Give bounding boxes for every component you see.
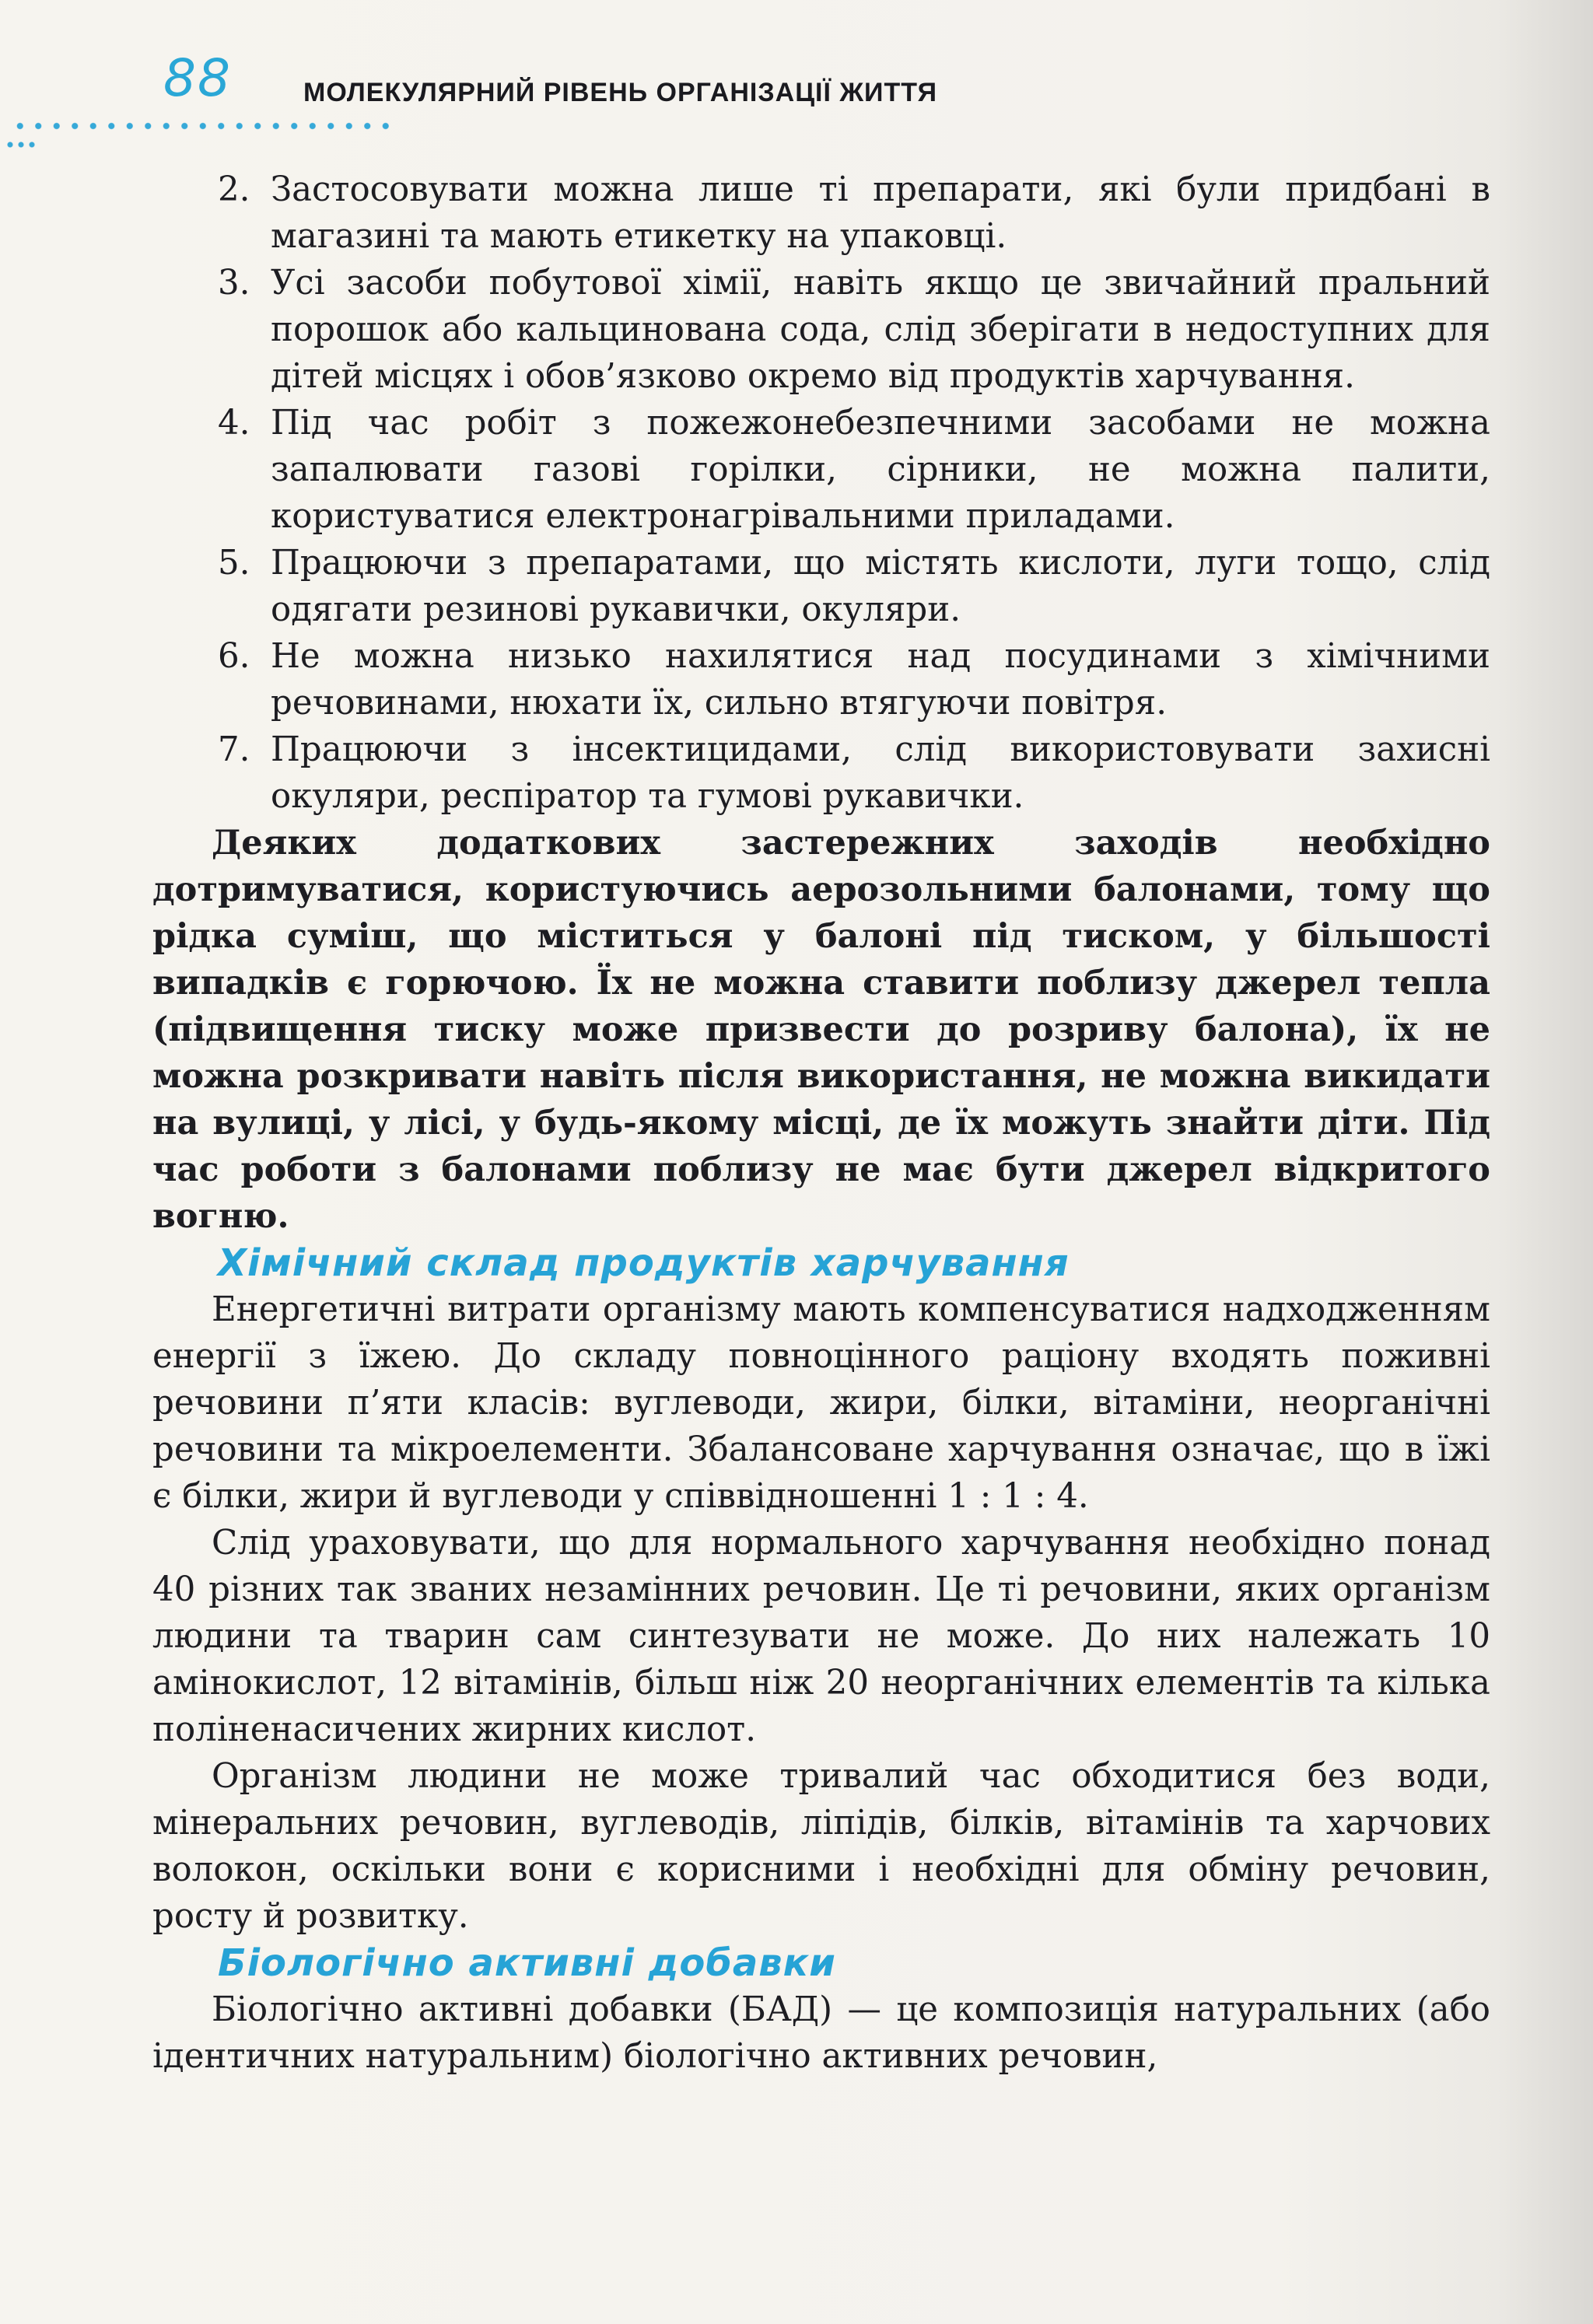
list-item-text: Під час робіт з пожежонебезпечними засобами не можна запалювати газові горілки, сірники, не можна палити, користуватися електронагрівальними приладами. <box>271 404 1490 536</box>
aerosol-paragraph: Деяких додаткових застережних заходів необхідно дотримуватися, користуючись аерозольними балонами, тому що рідка суміш, що міститься у балоні під тиском, у більшості випадків є горючою. Їх не можна ставити поблизу джерел тепла (підвищення тиску може призвести до розриву балона), їх не можна розкривати навіть після використання, не можна викидати на вулиці, у лісі, у будь-якому місці, де їх можуть знайти діти. Під час роботи з балонами поблизу не має бути джерел відкритого вогню. <box>152 824 1490 1236</box>
page-number: 88 <box>163 48 232 108</box>
list-item <box>152 166 1490 260</box>
list-item-number: 4. <box>218 404 250 443</box>
list-item <box>152 400 1490 540</box>
page-content <box>152 166 1490 2080</box>
list-item-number: 6. <box>218 637 250 676</box>
list-item-number: 2. <box>218 170 250 209</box>
list-item-text: Застосовувати можна лише ті препарати, які були придбані в магазині та мають етикетку на упаковці. <box>271 170 1490 256</box>
safety-rules-list <box>152 166 1490 820</box>
list-item-text: Усі засоби побутової хімії, навіть якщо це звичайний пральний порошок або кальцинована сода, слід зберігати в недоступних для дітей місцях і обов’язково окремо від продуктів харчування. <box>271 264 1490 396</box>
list-item-text: Працюючи з препаратами, що містять кислоти, луги тощо, слід одягати резинові рукавички, окуляри. <box>271 544 1490 629</box>
paragraph: Енергетичні витрати організму мають компенсуватися надходженням енергії з їжею. До складу повноцінного раціону входять поживні речовини п’яти класів: вуглеводи, жири, білки, вітаміни, неорганічні речовини та мікроелементи. Збалансоване харчування означає, що в їжі є білки, жири й вуглеводи у співвідношенні 1 : 1 : 4. <box>152 1290 1490 1516</box>
paragraph: Організм людини не може тривалий час обходитися без води, мінеральних речовин, вуглеводів, ліпідів, білків, вітамінів та харчових волокон, оскільки вони є корисними і необхідні для обміну речовин, росту й розвитку. <box>152 1757 1490 1936</box>
list-item <box>152 260 1490 400</box>
list-item-text: Не можна низько нахилятися над посудинами з хімічними речовинами, нюхати їх, сильно втягуючи повітря. <box>271 637 1490 723</box>
list-item-text: Працюючи з інсектицидами, слід використовувати захисні окуляри, респіратор та гумові рукавички. <box>271 730 1490 816</box>
list-item-number: 3. <box>218 264 250 303</box>
section-heading-supplements: Біологічно активні добавки <box>218 1941 836 1985</box>
page-header <box>163 48 1486 118</box>
list-item <box>152 726 1490 820</box>
list-item <box>152 540 1490 633</box>
paragraph: Слід ураховувати, що для нормального харчування необхідно понад 40 різних так званих незамінних речовин. Це ті речовини, яких організм людини та тварин сам синтезувати не може. До них належать 10 амінокислот, 12 вітамінів, більш ніж 20 неорганічних елементів та кілька поліненасичених жирних кислот. <box>152 1524 1490 1749</box>
section-heading-food-composition: Хімічний склад продуктів харчування <box>218 1241 1070 1285</box>
list-item-number: 7. <box>218 730 250 769</box>
paragraph: Біологічно активні добавки (БАД) — це композиція натуральних (або ідентичних натуральним) біологічно активних речовин, <box>152 1990 1490 2076</box>
decorative-dot-rule-small <box>5 138 36 151</box>
list-item <box>152 633 1490 726</box>
running-title: МОЛЕКУЛЯРНИЙ РІВЕНЬ ОРГАНІЗАЦІЇ ЖИТТЯ <box>303 78 938 107</box>
list-item-number: 5. <box>218 544 250 583</box>
decorative-dot-rule <box>11 118 392 134</box>
